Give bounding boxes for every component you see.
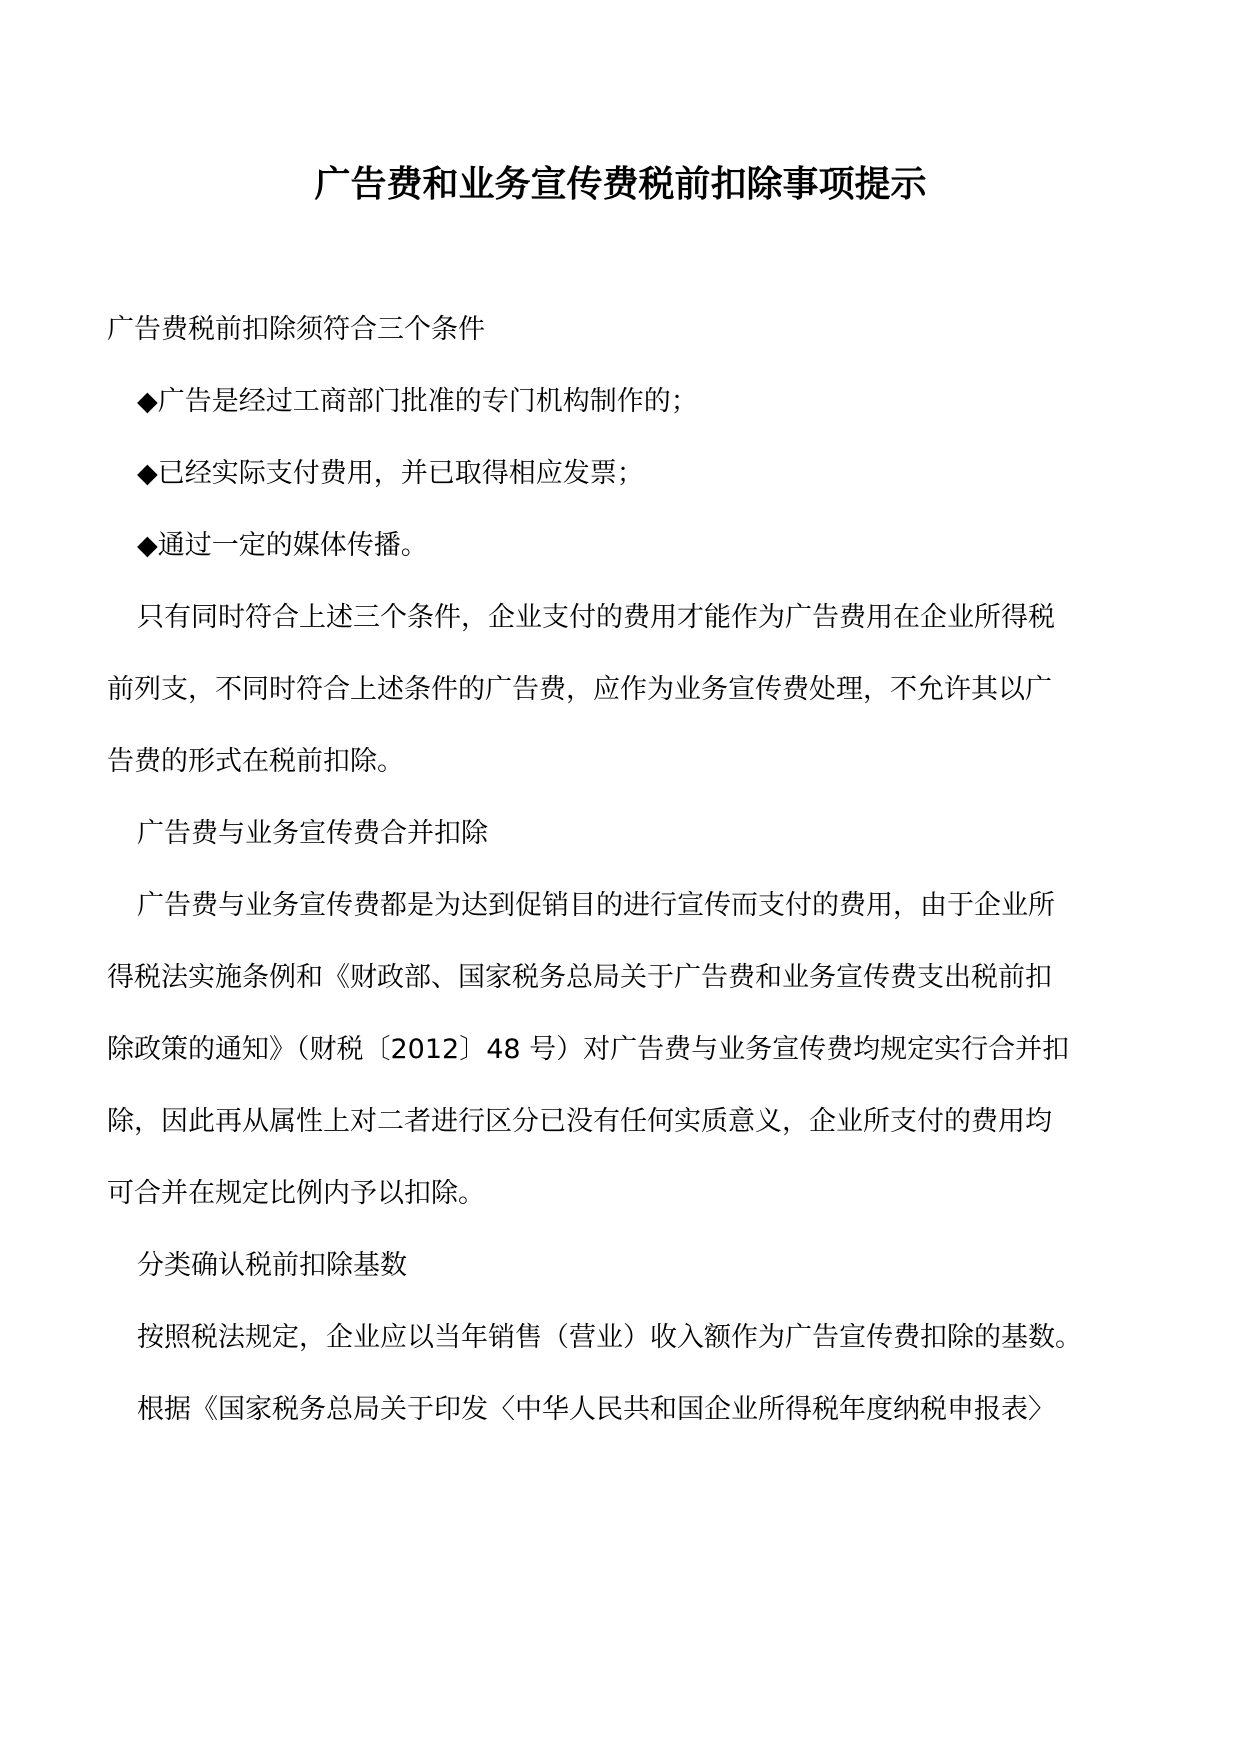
bullet-item: ◆已经实际支付费用，并已取得相应发票； xyxy=(137,458,644,489)
section-heading-merge: 广告费与业务宣传费合并扣除 xyxy=(137,818,488,849)
section-heading-conditions: 广告费税前扣除须符合三个条件 xyxy=(107,314,485,345)
bullet-item: ◆通过一定的媒体传播。 xyxy=(137,530,428,561)
section-heading-base: 分类确认税前扣除基数 xyxy=(137,1250,407,1281)
paragraph-line: 可合并在规定比例内予以扣除。 xyxy=(107,1178,485,1209)
paragraph-line: 广告费与业务宣传费都是为达到促销目的进行宣传而支付的费用，由于企业所 xyxy=(137,890,1055,921)
paragraph-line: 按照税法规定，企业应以当年销售（营业）收入额作为广告宣传费扣除的基数。 xyxy=(137,1322,1082,1353)
paragraph-line: 除政策的通知》（财税〔2012〕48 号）对广告费与业务宣传费均规定实行合并扣 xyxy=(107,1034,1070,1065)
document-title: 广告费和业务宣传费税前扣除事项提示 xyxy=(314,163,927,205)
paragraph-line: 除，因此再从属性上对二者进行区分已没有任何实质意义，企业所支付的费用均 xyxy=(107,1106,1052,1137)
paragraph-line: 前列支，不同时符合上述条件的广告费，应作为业务宣传费处理，不允许其以广 xyxy=(107,674,1052,705)
paragraph-line: 告费的形式在税前扣除。 xyxy=(107,746,404,777)
bullet-item: ◆广告是经过工商部门批准的专门机构制作的； xyxy=(137,386,698,417)
paragraph-line: 得税法实施条例和《财政部、国家税务总局关于广告费和业务宣传费支出税前扣 xyxy=(107,962,1052,993)
paragraph-line: 根据《国家税务总局关于印发〈中华人民共和国企业所得税年度纳税申报表〉 xyxy=(137,1394,1055,1425)
paragraph-line: 只有同时符合上述三个条件，企业支付的费用才能作为广告费用在企业所得税 xyxy=(137,602,1055,633)
